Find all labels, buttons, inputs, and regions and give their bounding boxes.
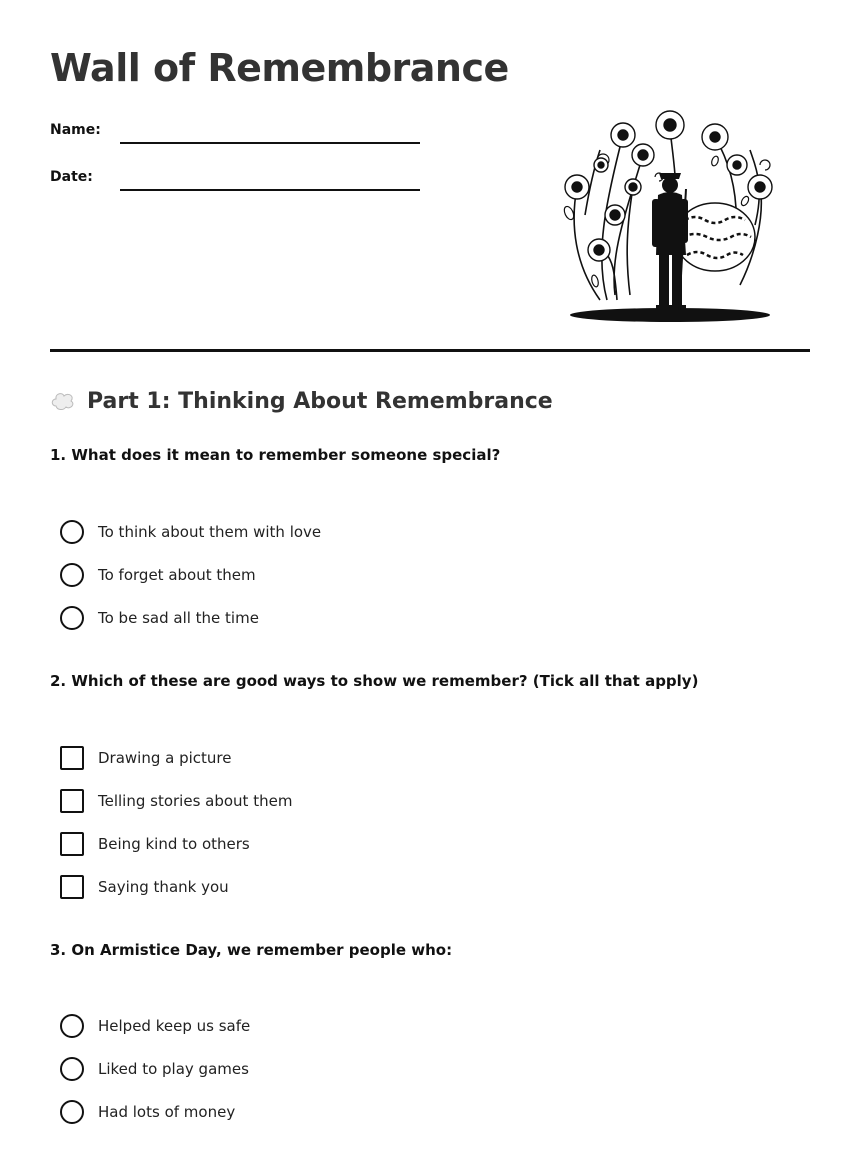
option-label: Telling stories about them — [98, 791, 293, 810]
option-label: Helped keep us safe — [98, 1016, 251, 1035]
part1-heading — [50, 388, 553, 414]
option-radio[interactable] — [60, 1047, 250, 1090]
option-label: To be sad all the time — [98, 608, 259, 627]
checkbox[interactable] — [60, 875, 84, 899]
date-write-line[interactable] — [120, 189, 420, 191]
name-write-line[interactable] — [120, 142, 420, 144]
date-field[interactable] — [50, 169, 430, 199]
name-label: Name: — [50, 122, 101, 138]
question-3: 3. On Armistice Day, we remember people who: — [50, 941, 453, 959]
option-radio[interactable] — [60, 510, 321, 553]
radio-button[interactable] — [60, 606, 84, 630]
option-label: Liked to play games — [98, 1059, 249, 1078]
checkbox[interactable] — [60, 746, 84, 770]
option-label: To forget about them — [98, 565, 256, 584]
radio-button[interactable] — [60, 1100, 84, 1124]
option-label: Drawing a picture — [98, 748, 232, 767]
question-2: 2. Which of these are good ways to show we remember? (Tick all that apply) — [50, 672, 699, 690]
page-title: Wall of Remembrance — [50, 46, 509, 90]
option-label: Saying thank you — [98, 877, 229, 896]
option-radio[interactable] — [60, 1090, 250, 1133]
header-divider — [50, 349, 810, 352]
radio-button[interactable] — [60, 520, 84, 544]
part1-heading-text: Part 1: Thinking About Remembrance — [87, 388, 553, 414]
checkbox[interactable] — [60, 832, 84, 856]
radio-button[interactable] — [60, 1014, 84, 1038]
option-label: Had lots of money — [98, 1102, 236, 1121]
question-3-options — [60, 1004, 250, 1133]
option-checkbox[interactable] — [60, 736, 292, 779]
option-checkbox[interactable] — [60, 779, 292, 822]
option-radio[interactable] — [60, 596, 321, 639]
option-radio[interactable] — [60, 553, 321, 596]
date-label: Date: — [50, 169, 93, 185]
question-1: 1. What does it mean to remember someone special? — [50, 446, 501, 464]
option-radio[interactable] — [60, 1004, 250, 1047]
radio-button[interactable] — [60, 563, 84, 587]
name-field[interactable] — [50, 122, 430, 152]
option-checkbox[interactable] — [60, 865, 292, 908]
question-2-options — [60, 736, 292, 908]
option-label: To think about them with love — [98, 522, 322, 541]
radio-button[interactable] — [60, 1057, 84, 1081]
option-checkbox[interactable] — [60, 822, 292, 865]
question-1-options — [60, 510, 321, 639]
checkbox[interactable] — [60, 789, 84, 813]
soldier-poppies-illustration — [555, 105, 785, 327]
thought-bubble-icon — [50, 388, 76, 414]
option-label: Being kind to others — [98, 834, 250, 853]
